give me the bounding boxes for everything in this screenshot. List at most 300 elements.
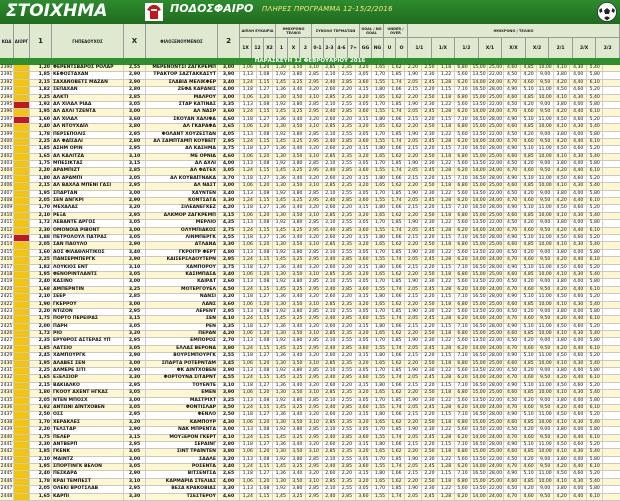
odd-x-cell[interactable]: 3,05 bbox=[124, 390, 146, 396]
odd-x-cell[interactable]: 2,85 bbox=[124, 168, 146, 174]
odd-x-cell[interactable]: 3,15 bbox=[124, 435, 146, 441]
odd-x-cell[interactable]: 3,05 bbox=[124, 235, 146, 241]
odd-two-cell[interactable]: 4,60 bbox=[218, 117, 240, 123]
row-market-odd: 2,35 bbox=[339, 449, 356, 455]
odd-one-cell[interactable]: 2,20 bbox=[30, 168, 52, 174]
odd-two-cell[interactable]: 3,20 bbox=[218, 294, 240, 300]
row-market-odd: 2,15 bbox=[405, 383, 422, 389]
row-market-odd: 1,70 bbox=[372, 368, 389, 374]
odd-two-cell[interactable]: 3,40 bbox=[218, 80, 240, 86]
odd-two-cell[interactable]: 3,15 bbox=[218, 213, 240, 219]
odd-two-cell[interactable]: 3,00 bbox=[218, 183, 240, 189]
odd-x-cell[interactable]: 2,80 bbox=[124, 124, 146, 130]
odd-one-cell[interactable]: 1,60 bbox=[30, 250, 52, 256]
row-market-odd: 4,90 bbox=[504, 87, 521, 93]
odd-two-cell[interactable]: 2,65 bbox=[218, 471, 240, 477]
row-market-odd: 1,30 bbox=[273, 420, 290, 426]
row-market-odd: 4,50 bbox=[554, 442, 571, 448]
row-market-odd: 4,60 bbox=[521, 464, 538, 470]
odd-x-cell[interactable]: 3,00 bbox=[124, 398, 146, 404]
odd-x-cell[interactable]: 2,55 bbox=[124, 65, 146, 71]
odd-one-cell[interactable]: 1,70 bbox=[30, 205, 52, 211]
odd-x-cell[interactable]: 2,90 bbox=[124, 80, 146, 86]
row-market-odd: 6,20 bbox=[455, 109, 472, 115]
odd-one-cell[interactable]: 1,70 bbox=[30, 420, 52, 426]
odd-one-cell[interactable]: 1,85 bbox=[30, 72, 52, 78]
row-market-odd: 3,15 bbox=[356, 235, 373, 241]
odd-two-cell[interactable]: 3,05 bbox=[218, 168, 240, 174]
row-market-odd: 1,92 bbox=[273, 279, 290, 285]
row-market-odd: 1,15 bbox=[257, 405, 274, 411]
row-market-odd: 4,60 bbox=[570, 176, 587, 182]
odd-two-cell[interactable]: 4,20 bbox=[218, 205, 240, 211]
odd-x-cell[interactable]: 3,00 bbox=[124, 191, 146, 197]
odd-one-cell[interactable]: 1,75 bbox=[30, 161, 52, 167]
row-market-odd: 4,70 bbox=[504, 405, 521, 411]
row-market-odd: 6,80 bbox=[455, 154, 472, 160]
row-market-odd: 1,30 bbox=[273, 213, 290, 219]
odd-one-cell[interactable]: 1,95 bbox=[30, 272, 52, 278]
row-market-odd: 6,80 bbox=[455, 449, 472, 455]
row-market-odd: 2,40 bbox=[323, 287, 340, 293]
row-market-odd: 2,85 bbox=[323, 95, 340, 101]
row-market-odd: 5,80 bbox=[587, 338, 604, 344]
odd-two-cell[interactable]: 3,30 bbox=[218, 242, 240, 248]
row-market-odd: 6,80 bbox=[455, 272, 472, 278]
odd-two-cell[interactable]: 4,55 bbox=[218, 375, 240, 381]
row-market-odd: 2,95 bbox=[306, 375, 323, 381]
odd-x-cell[interactable]: 2,90 bbox=[124, 427, 146, 433]
odd-one-cell[interactable]: 2,05 bbox=[30, 398, 52, 404]
odd-x-cell[interactable]: 3,05 bbox=[124, 102, 146, 108]
odd-two-cell[interactable]: 3,80 bbox=[218, 449, 240, 455]
row-market-odd: 4,20 bbox=[521, 368, 538, 374]
odd-x-cell[interactable]: 2,95 bbox=[124, 442, 146, 448]
row-market-odd: 3,60 bbox=[356, 80, 373, 86]
row-market-odd: 1,74 bbox=[389, 109, 406, 115]
row-market-odd: 4,20 bbox=[521, 191, 538, 197]
odd-two-cell[interactable]: 3,75 bbox=[218, 146, 240, 152]
odd-one-cell[interactable]: 1,95 bbox=[30, 361, 52, 367]
row-market-odd: 2,05 bbox=[405, 316, 422, 322]
odd-two-cell[interactable]: 2,90 bbox=[218, 368, 240, 374]
odd-x-cell[interactable]: 3,10 bbox=[124, 479, 146, 485]
odd-x-cell[interactable]: 2,90 bbox=[124, 198, 146, 204]
row-market-odd: 2,20 bbox=[422, 294, 439, 300]
row-market-odd: 1,22 bbox=[438, 398, 455, 404]
row-market-odd: 16,50 bbox=[471, 442, 488, 448]
odd-one-cell[interactable]: 2,05 bbox=[30, 486, 52, 492]
row-market-odd: 1,92 bbox=[273, 398, 290, 404]
odd-x-cell[interactable]: 2,95 bbox=[124, 213, 146, 219]
odd-x-cell[interactable]: 3,05 bbox=[124, 324, 146, 330]
row-market-odd: 3,10 bbox=[306, 65, 323, 71]
row-market-odd: 1,06 bbox=[240, 213, 257, 219]
row-market-odd: 4,50 bbox=[554, 235, 571, 241]
row-market-odd: 5,60 bbox=[455, 220, 472, 226]
row-market-odd: 5,10 bbox=[521, 265, 538, 271]
odd-x-cell[interactable]: 3,05 bbox=[124, 176, 146, 182]
row-market-odd: 14,00 bbox=[471, 346, 488, 352]
odd-x-cell[interactable]: 2,90 bbox=[124, 257, 146, 263]
odd-two-cell[interactable]: 4,00 bbox=[218, 479, 240, 485]
odd-two-cell[interactable]: 3,30 bbox=[218, 486, 240, 492]
odd-x-cell[interactable]: 3,00 bbox=[124, 457, 146, 463]
odd-x-cell[interactable]: 2,90 bbox=[124, 368, 146, 374]
odd-x-cell[interactable]: 3,00 bbox=[124, 109, 146, 115]
odd-one-cell[interactable]: 1,65 bbox=[30, 154, 52, 160]
row-market-odd: 5,10 bbox=[521, 87, 538, 93]
row-market-odd: 1,24 bbox=[240, 139, 257, 145]
odd-two-cell[interactable]: 3,40 bbox=[218, 464, 240, 470]
odd-two-cell[interactable]: 3,35 bbox=[218, 324, 240, 330]
odd-x-cell[interactable]: 2,95 bbox=[124, 309, 146, 315]
row-league-flag bbox=[14, 272, 30, 278]
row-market-odd: 1,15 bbox=[257, 139, 274, 145]
odd-x-cell[interactable]: 2,95 bbox=[124, 383, 146, 389]
odd-two-cell[interactable]: 4,50 bbox=[218, 287, 240, 293]
odd-two-cell[interactable]: 3,25 bbox=[218, 398, 240, 404]
col-header-sub-goalgoal-1: NG bbox=[372, 38, 384, 58]
odd-two-cell[interactable]: 4,10 bbox=[218, 435, 240, 441]
row-market-odd: 1,27 bbox=[257, 235, 274, 241]
odd-x-cell[interactable]: 3,10 bbox=[124, 265, 146, 271]
row-market-odd: 1,24 bbox=[240, 287, 257, 293]
odd-x-cell[interactable]: 3,20 bbox=[124, 205, 146, 211]
odd-x-cell[interactable]: 3,20 bbox=[124, 331, 146, 337]
row-market-odd: 4,70 bbox=[504, 316, 521, 322]
odd-two-cell[interactable]: 4,00 bbox=[218, 87, 240, 93]
row-market-odd: 2,50 bbox=[422, 449, 439, 455]
odd-x-cell[interactable]: 3,15 bbox=[124, 161, 146, 167]
odd-one-cell[interactable]: 2,25 bbox=[30, 139, 52, 145]
row-market-odd: 2,35 bbox=[339, 302, 356, 308]
odd-two-cell[interactable]: 3,70 bbox=[218, 176, 240, 182]
odd-x-cell[interactable]: 2,85 bbox=[124, 95, 146, 101]
odd-two-cell[interactable]: 4,05 bbox=[218, 132, 240, 138]
odd-one-cell[interactable]: 2,50 bbox=[30, 412, 52, 418]
row-market-odd: 1,30 bbox=[273, 449, 290, 455]
odd-one-cell[interactable]: 1,95 bbox=[30, 464, 52, 470]
row-market-odd: 9,00 bbox=[537, 161, 554, 167]
odd-x-cell[interactable]: 2,90 bbox=[124, 353, 146, 359]
odd-one-cell[interactable]: 2,25 bbox=[30, 368, 52, 374]
odd-x-cell[interactable]: 3,00 bbox=[124, 228, 146, 234]
row-away-team: ΛΕΡΕΝΤ bbox=[146, 309, 218, 315]
odd-two-cell[interactable]: 3,40 bbox=[218, 191, 240, 197]
row-code: 2432 bbox=[0, 375, 13, 381]
row-market-odd: 1,18 bbox=[438, 183, 455, 189]
odd-two-cell[interactable]: 2,80 bbox=[218, 442, 240, 448]
odd-one-cell[interactable]: 2,20 bbox=[30, 309, 52, 315]
odd-one-cell[interactable]: 1,72 bbox=[30, 331, 52, 337]
odd-one-cell[interactable]: 2,15 bbox=[30, 80, 52, 86]
row-market-odd: 3,80 bbox=[290, 368, 307, 374]
odd-two-cell[interactable]: 3,00 bbox=[218, 427, 240, 433]
row-market-odd: 2,35 bbox=[339, 183, 356, 189]
row-market-odd: 2,60 bbox=[323, 176, 340, 182]
row-market-odd: 1,62 bbox=[389, 449, 406, 455]
row-market-odd: 1,22 bbox=[438, 72, 455, 78]
row-market-odd: 5,10 bbox=[521, 117, 538, 123]
row-market-odd: 3,10 bbox=[306, 302, 323, 308]
row-market-odd: 16,50 bbox=[471, 176, 488, 182]
odd-two-cell[interactable]: 3,40 bbox=[218, 272, 240, 278]
odd-one-cell[interactable]: 1,85 bbox=[30, 346, 52, 352]
row-market-odd: 1,70 bbox=[372, 132, 389, 138]
odd-x-cell[interactable]: 2,85 bbox=[124, 294, 146, 300]
odd-one-cell[interactable]: 2,05 bbox=[30, 242, 52, 248]
odd-two-cell[interactable]: 3,20 bbox=[218, 457, 240, 463]
row-market-odd: 16,50 bbox=[471, 235, 488, 241]
row-market-odd: 2,15 bbox=[405, 117, 422, 123]
row-league-flag bbox=[14, 132, 30, 138]
odd-two-cell[interactable]: 2,70 bbox=[218, 338, 240, 344]
row-market-odd: 2,10 bbox=[323, 220, 340, 226]
odd-one-cell[interactable]: 2,40 bbox=[30, 471, 52, 477]
odd-one-cell[interactable]: 1,80 bbox=[30, 390, 52, 396]
odd-two-cell[interactable]: 3,30 bbox=[218, 198, 240, 204]
odd-one-cell[interactable]: 2,05 bbox=[30, 198, 52, 204]
odd-two-cell[interactable]: 4,20 bbox=[218, 331, 240, 337]
row-market-odd: 4,70 bbox=[504, 375, 521, 381]
row-market-odd: 2,95 bbox=[306, 228, 323, 234]
row-market-odd: 1,92 bbox=[273, 102, 290, 108]
row-market-odd: 2,45 bbox=[422, 228, 439, 234]
odd-one-cell[interactable]: 1,80 bbox=[30, 176, 52, 182]
row-market-odd: 1,62 bbox=[389, 479, 406, 485]
odd-two-cell[interactable]: 2,95 bbox=[218, 257, 240, 263]
odd-x-cell[interactable]: 2,80 bbox=[124, 139, 146, 145]
odd-one-cell[interactable]: 1,92 bbox=[30, 102, 52, 108]
odd-two-cell[interactable]: 3,75 bbox=[218, 265, 240, 271]
odd-one-cell[interactable]: 1,78 bbox=[30, 479, 52, 485]
odd-x-cell[interactable]: 2,90 bbox=[124, 72, 146, 78]
odd-two-cell[interactable]: 4,35 bbox=[218, 220, 240, 226]
odd-one-cell[interactable]: 2,30 bbox=[30, 228, 52, 234]
odd-x-cell[interactable]: 2,90 bbox=[124, 242, 146, 248]
odd-one-cell[interactable]: 2,35 bbox=[30, 338, 52, 344]
odd-two-cell[interactable]: 4,60 bbox=[218, 154, 240, 160]
odd-two-cell[interactable]: 3,00 bbox=[218, 65, 240, 71]
odd-two-cell[interactable]: 4,30 bbox=[218, 420, 240, 426]
odd-two-cell[interactable]: 4,60 bbox=[218, 494, 240, 500]
odd-x-cell[interactable]: 2,95 bbox=[124, 486, 146, 492]
row-league-flag bbox=[14, 124, 30, 130]
odd-one-cell[interactable]: 1,72 bbox=[30, 220, 52, 226]
row-market-odd: 7,10 bbox=[455, 146, 472, 152]
odd-one-cell[interactable]: 1,68 bbox=[30, 287, 52, 293]
odd-x-cell[interactable]: 3,05 bbox=[124, 405, 146, 411]
row-market-odd: 2,60 bbox=[323, 117, 340, 123]
row-market-odd: 1,08 bbox=[257, 398, 274, 404]
odd-one-cell[interactable]: 1,65 bbox=[30, 375, 52, 381]
odd-x-cell[interactable]: 3,30 bbox=[124, 494, 146, 500]
odd-two-cell[interactable]: 2,55 bbox=[218, 353, 240, 359]
row-market-odd: 4,60 bbox=[504, 272, 521, 278]
row-away-team: ΜΟΥΞΕΡΟΝ ΓΚΕΡΤ bbox=[146, 435, 218, 441]
row-market-odd: 4,60 bbox=[504, 479, 521, 485]
odd-x-cell[interactable]: 3,15 bbox=[124, 316, 146, 322]
odd-one-cell[interactable]: 2,40 bbox=[30, 124, 52, 130]
col-header-sub-halffull-2: 1/2 bbox=[455, 38, 479, 58]
odd-x-cell[interactable]: 3,05 bbox=[124, 449, 146, 455]
row-market-odd: 1,55 bbox=[372, 109, 389, 115]
odd-x-cell[interactable]: 3,00 bbox=[124, 361, 146, 367]
row-market-odd: 3,25 bbox=[290, 80, 307, 86]
odd-two-cell[interactable]: 3,50 bbox=[218, 405, 240, 411]
odd-one-cell[interactable]: 2,25 bbox=[30, 95, 52, 101]
row-market-odd: 3,05 bbox=[356, 279, 373, 285]
odd-x-cell[interactable]: 3,05 bbox=[124, 272, 146, 278]
odd-one-cell[interactable]: 2,30 bbox=[30, 442, 52, 448]
odd-x-cell[interactable]: 3,00 bbox=[124, 279, 146, 285]
odd-one-cell[interactable]: 1,20 bbox=[30, 65, 52, 71]
row-market-odd: 2,85 bbox=[306, 220, 323, 226]
odd-two-cell[interactable]: 3,80 bbox=[218, 346, 240, 352]
row-market-odd: 2,95 bbox=[306, 168, 323, 174]
row-market-odd: 4,70 bbox=[504, 346, 521, 352]
odd-one-cell[interactable]: 2,10 bbox=[30, 294, 52, 300]
row-home-team: ΣΑΧΑΝΟΒΕΤΣ ΜΑΖΑΝ bbox=[52, 80, 124, 86]
row-home-team: ΠΑΡΗ bbox=[52, 324, 124, 330]
row-market-odd: 4,20 bbox=[554, 228, 571, 234]
odd-x-cell[interactable]: 2,95 bbox=[124, 338, 146, 344]
odd-two-cell[interactable]: 3,60 bbox=[218, 302, 240, 308]
odd-two-cell[interactable]: 3,90 bbox=[218, 72, 240, 78]
odd-one-cell[interactable]: 2,15 bbox=[30, 383, 52, 389]
odd-two-cell[interactable]: 3,45 bbox=[218, 361, 240, 367]
odd-one-cell[interactable]: 1,82 bbox=[30, 87, 52, 93]
odd-one-cell[interactable]: 1,82 bbox=[30, 265, 52, 271]
odd-x-cell[interactable]: 3,05 bbox=[124, 220, 146, 226]
row-market-odd: 3,50 bbox=[290, 390, 307, 396]
odd-two-cell[interactable]: 3,55 bbox=[218, 235, 240, 241]
row-market-odd: 1,28 bbox=[438, 198, 455, 204]
odd-x-cell[interactable]: 2,90 bbox=[124, 471, 146, 477]
row-market-odd: 4,20 bbox=[521, 309, 538, 315]
row-market-odd: 24,00 bbox=[488, 139, 505, 145]
odd-two-cell[interactable]: 4,00 bbox=[218, 161, 240, 167]
odd-one-cell[interactable]: 1,65 bbox=[30, 494, 52, 500]
table-row bbox=[0, 287, 620, 294]
odd-one-cell[interactable]: 1,92 bbox=[30, 405, 52, 411]
row-market-odd: 1,80 bbox=[372, 205, 389, 211]
row-league-flag bbox=[14, 302, 30, 308]
row-market-odd: 2,15 bbox=[405, 324, 422, 330]
odd-one-cell[interactable]: 2,40 bbox=[30, 279, 52, 285]
odd-two-cell[interactable]: 2,60 bbox=[218, 279, 240, 285]
odd-two-cell[interactable]: 2,95 bbox=[218, 309, 240, 315]
row-market-odd: 1,70 bbox=[372, 250, 389, 256]
odd-x-cell[interactable]: 3,25 bbox=[124, 287, 146, 293]
odd-x-cell[interactable]: 3,30 bbox=[124, 375, 146, 381]
row-market-odd: 2,10 bbox=[323, 250, 340, 256]
odd-one-cell[interactable]: 2,25 bbox=[30, 257, 52, 263]
row-market-odd: 2,85 bbox=[339, 494, 356, 500]
row-market-odd: 4,50 bbox=[504, 72, 521, 78]
row-market-odd: 2,30 bbox=[422, 72, 439, 78]
odd-one-cell[interactable]: 2,00 bbox=[30, 324, 52, 330]
row-away-team: ΜΑΣΤΡΙΧΤ bbox=[146, 398, 218, 404]
odd-one-cell[interactable]: 1,88 bbox=[30, 235, 52, 241]
odd-x-cell[interactable]: 2,95 bbox=[124, 183, 146, 189]
odd-two-cell[interactable]: 2,65 bbox=[218, 124, 240, 130]
odd-one-cell[interactable]: 1,85 bbox=[30, 146, 52, 152]
odd-one-cell[interactable]: 2,45 bbox=[30, 353, 52, 359]
odd-two-cell[interactable]: 3,60 bbox=[218, 109, 240, 115]
odd-one-cell[interactable]: 1,85 bbox=[30, 449, 52, 455]
odd-two-cell[interactable]: 3,35 bbox=[218, 102, 240, 108]
row-market-odd: 6,80 bbox=[455, 331, 472, 337]
odd-two-cell[interactable]: 3,90 bbox=[218, 390, 240, 396]
row-market-odd: 4,20 bbox=[554, 109, 571, 115]
odd-x-cell[interactable]: 3,40 bbox=[124, 250, 146, 256]
odd-one-cell[interactable]: 1,95 bbox=[30, 109, 52, 115]
odd-x-cell[interactable]: 2,95 bbox=[124, 412, 146, 418]
row-market-odd: 3,20 bbox=[306, 235, 323, 241]
row-market-odd: 3,05 bbox=[356, 191, 373, 197]
odd-two-cell[interactable]: 4,10 bbox=[218, 316, 240, 322]
row-market-odd: 4,60 bbox=[521, 257, 538, 263]
odd-one-cell[interactable]: 2,20 bbox=[30, 427, 52, 433]
odd-two-cell[interactable]: 2,50 bbox=[218, 412, 240, 418]
odd-one-cell[interactable]: 2,10 bbox=[30, 213, 52, 219]
odd-two-cell[interactable]: 2,95 bbox=[218, 139, 240, 145]
odd-x-cell[interactable]: 2,95 bbox=[124, 146, 146, 152]
row-market-odd: 4,50 bbox=[504, 132, 521, 138]
row-market-odd: 9,50 bbox=[537, 346, 554, 352]
row-market-odd: 2,45 bbox=[422, 139, 439, 145]
row-market-odd: 4,00 bbox=[570, 161, 587, 167]
odd-one-cell[interactable]: 1,90 bbox=[30, 302, 52, 308]
odd-one-cell[interactable]: 2,10 bbox=[30, 457, 52, 463]
row-market-odd: 3,20 bbox=[356, 65, 373, 71]
odd-x-cell[interactable]: 3,05 bbox=[124, 346, 146, 352]
odd-x-cell[interactable]: 3,00 bbox=[124, 302, 146, 308]
row-market-odd: 1,70 bbox=[372, 486, 389, 492]
odd-x-cell[interactable]: 2,80 bbox=[124, 87, 146, 93]
odd-one-cell[interactable]: 1,75 bbox=[30, 316, 52, 322]
odd-two-cell[interactable]: 4,80 bbox=[218, 250, 240, 256]
row-home-team: ΒΑΚΙΑΛΚΟ bbox=[52, 383, 124, 389]
odd-x-cell[interactable]: 3,10 bbox=[124, 154, 146, 160]
odd-two-cell[interactable]: 3,00 bbox=[218, 95, 240, 101]
row-away-team: ΧΑΜΠΟΡΟΥ bbox=[146, 265, 218, 271]
row-market-odd: 1,28 bbox=[438, 316, 455, 322]
odd-one-cell[interactable]: 1,78 bbox=[30, 132, 52, 138]
odd-x-cell[interactable]: 3,60 bbox=[124, 117, 146, 123]
odd-one-cell[interactable]: 1,60 bbox=[30, 117, 52, 123]
odd-one-cell[interactable]: 2,15 bbox=[30, 183, 52, 189]
row-market-odd: 4,00 bbox=[570, 309, 587, 315]
row-market-odd: 1,55 bbox=[372, 464, 389, 470]
odd-x-cell[interactable]: 2,95 bbox=[124, 132, 146, 138]
odd-one-cell[interactable]: 1,75 bbox=[30, 435, 52, 441]
odd-two-cell[interactable]: 2,75 bbox=[218, 228, 240, 234]
row-market-odd: 1,90 bbox=[405, 486, 422, 492]
row-market-odd: 2,20 bbox=[339, 383, 356, 389]
row-market-odd: 3,05 bbox=[356, 102, 373, 108]
row-market-odd: 14,00 bbox=[471, 80, 488, 86]
odd-one-cell[interactable]: 1,95 bbox=[30, 191, 52, 197]
odd-x-cell[interactable]: 3,20 bbox=[124, 420, 146, 426]
row-market-odd: 4,10 bbox=[554, 449, 571, 455]
odd-two-cell[interactable]: 3,10 bbox=[218, 383, 240, 389]
odd-x-cell[interactable]: 3,05 bbox=[124, 464, 146, 470]
row-market-odd: 3,40 bbox=[290, 117, 307, 123]
row-market-odd: 2,35 bbox=[339, 95, 356, 101]
